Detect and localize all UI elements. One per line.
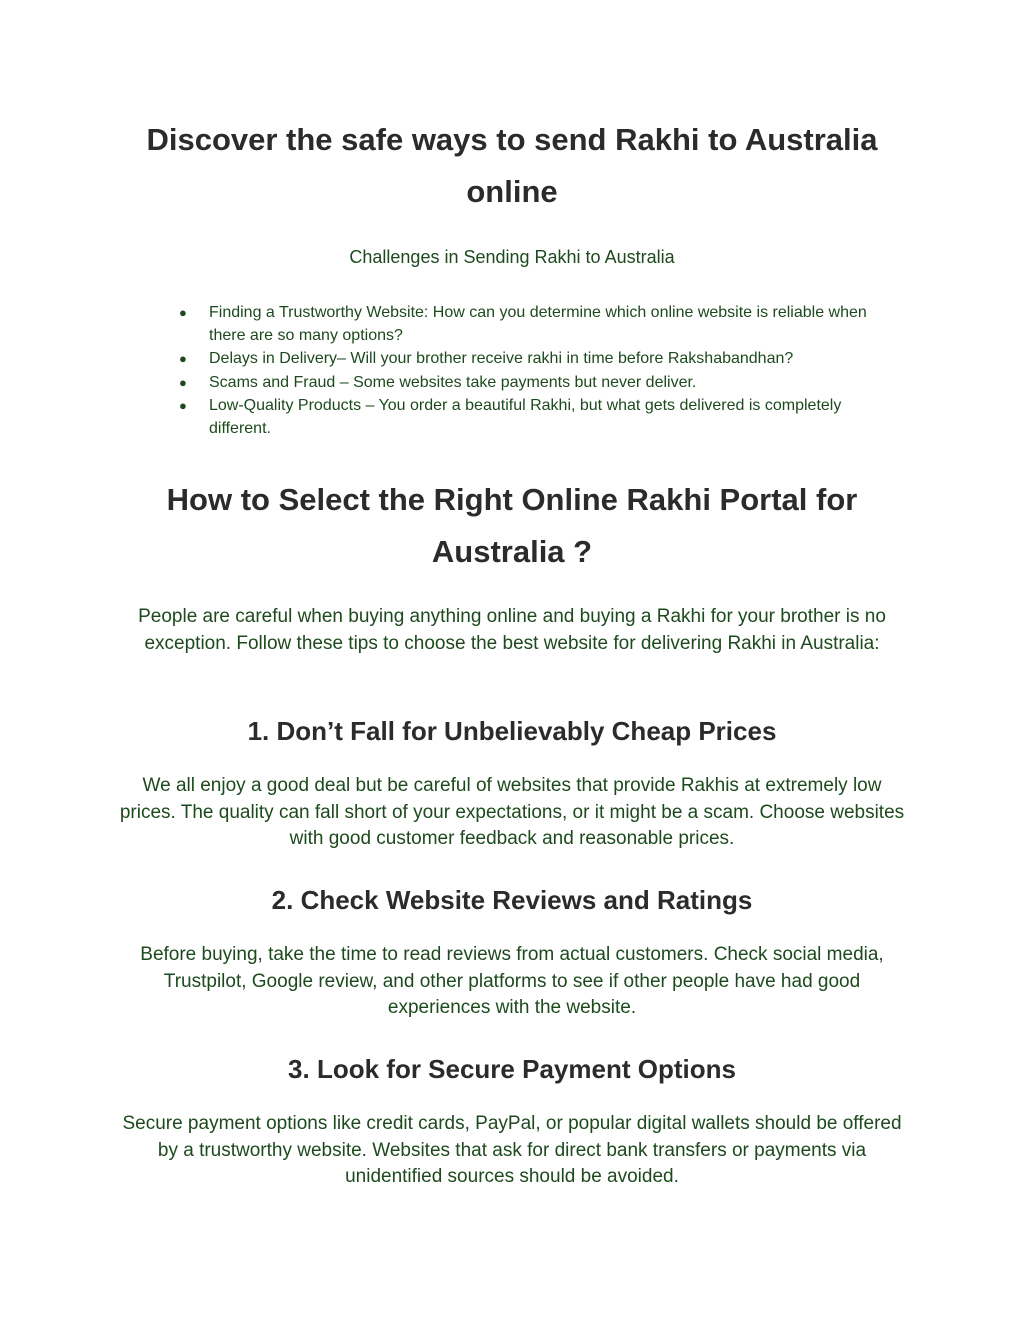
tip-1-body: We all enjoy a good deal but be careful of websites that provide Rakhis at extremely low prices. The quality can fall short of your expectations, or it might be a scam. Choose websites with good customer feedback and reasonable prices. xyxy=(119,775,905,849)
page-title: Discover the safe ways to send Rakhi to Australia online xyxy=(146,122,878,209)
select-portal-intro: People are careful when buying anything online and buying a Rakhi for your brother is no exception. Follow these tips to choose the best website for delivering Rakhi in Australia: xyxy=(138,606,886,654)
tip-1-heading: 1. Don’t Fall for Unbelievably Cheap Prices xyxy=(247,716,777,746)
bullet-icon: ● xyxy=(179,305,187,320)
list-item xyxy=(172,394,892,440)
select-portal-heading: How to Select the Right Online Rakhi Portal for Australia ? xyxy=(166,482,858,569)
list-item-text: Finding a Trustworthy Website: How can you determine which online website is reliable when there are so many options? xyxy=(209,304,867,345)
tip-3-heading: 3. Look for Secure Payment Options xyxy=(288,1054,736,1084)
tip-2-body: Before buying, take the time to read reviews from actual customers. Check social media, Trustpilot, Google review, and other platforms to see if other people have had good experiences with the website. xyxy=(140,944,884,1018)
tip-3-body: Secure payment options like credit cards, PayPal, or popular digital wallets should be offered by a trustworthy website. Websites that ask for direct bank transfers or payments via unidentified sources should be avoided. xyxy=(122,1113,902,1187)
list-item xyxy=(172,301,892,347)
list-item-text: Low-Quality Products – You order a beautiful Rakhi, but what gets delivered is completely different. xyxy=(209,396,842,438)
challenges-heading: Challenges in Sending Rakhi to Australia xyxy=(349,247,675,267)
bullet-icon: ● xyxy=(179,374,187,390)
list-item-text: Scams and Fraud – Some websites take payments but never deliver. xyxy=(209,373,697,391)
tip-2-heading: 2. Check Website Reviews and Ratings xyxy=(271,885,753,915)
challenges-list xyxy=(172,301,892,440)
list-item-text: Delays in Delivery– Will your brother receive rakhi in time before Rakshabandhan? xyxy=(209,350,794,368)
bullet-icon: ● xyxy=(179,351,187,367)
list-item xyxy=(172,371,892,394)
bullet-icon: ● xyxy=(179,397,187,413)
list-item xyxy=(172,347,892,370)
